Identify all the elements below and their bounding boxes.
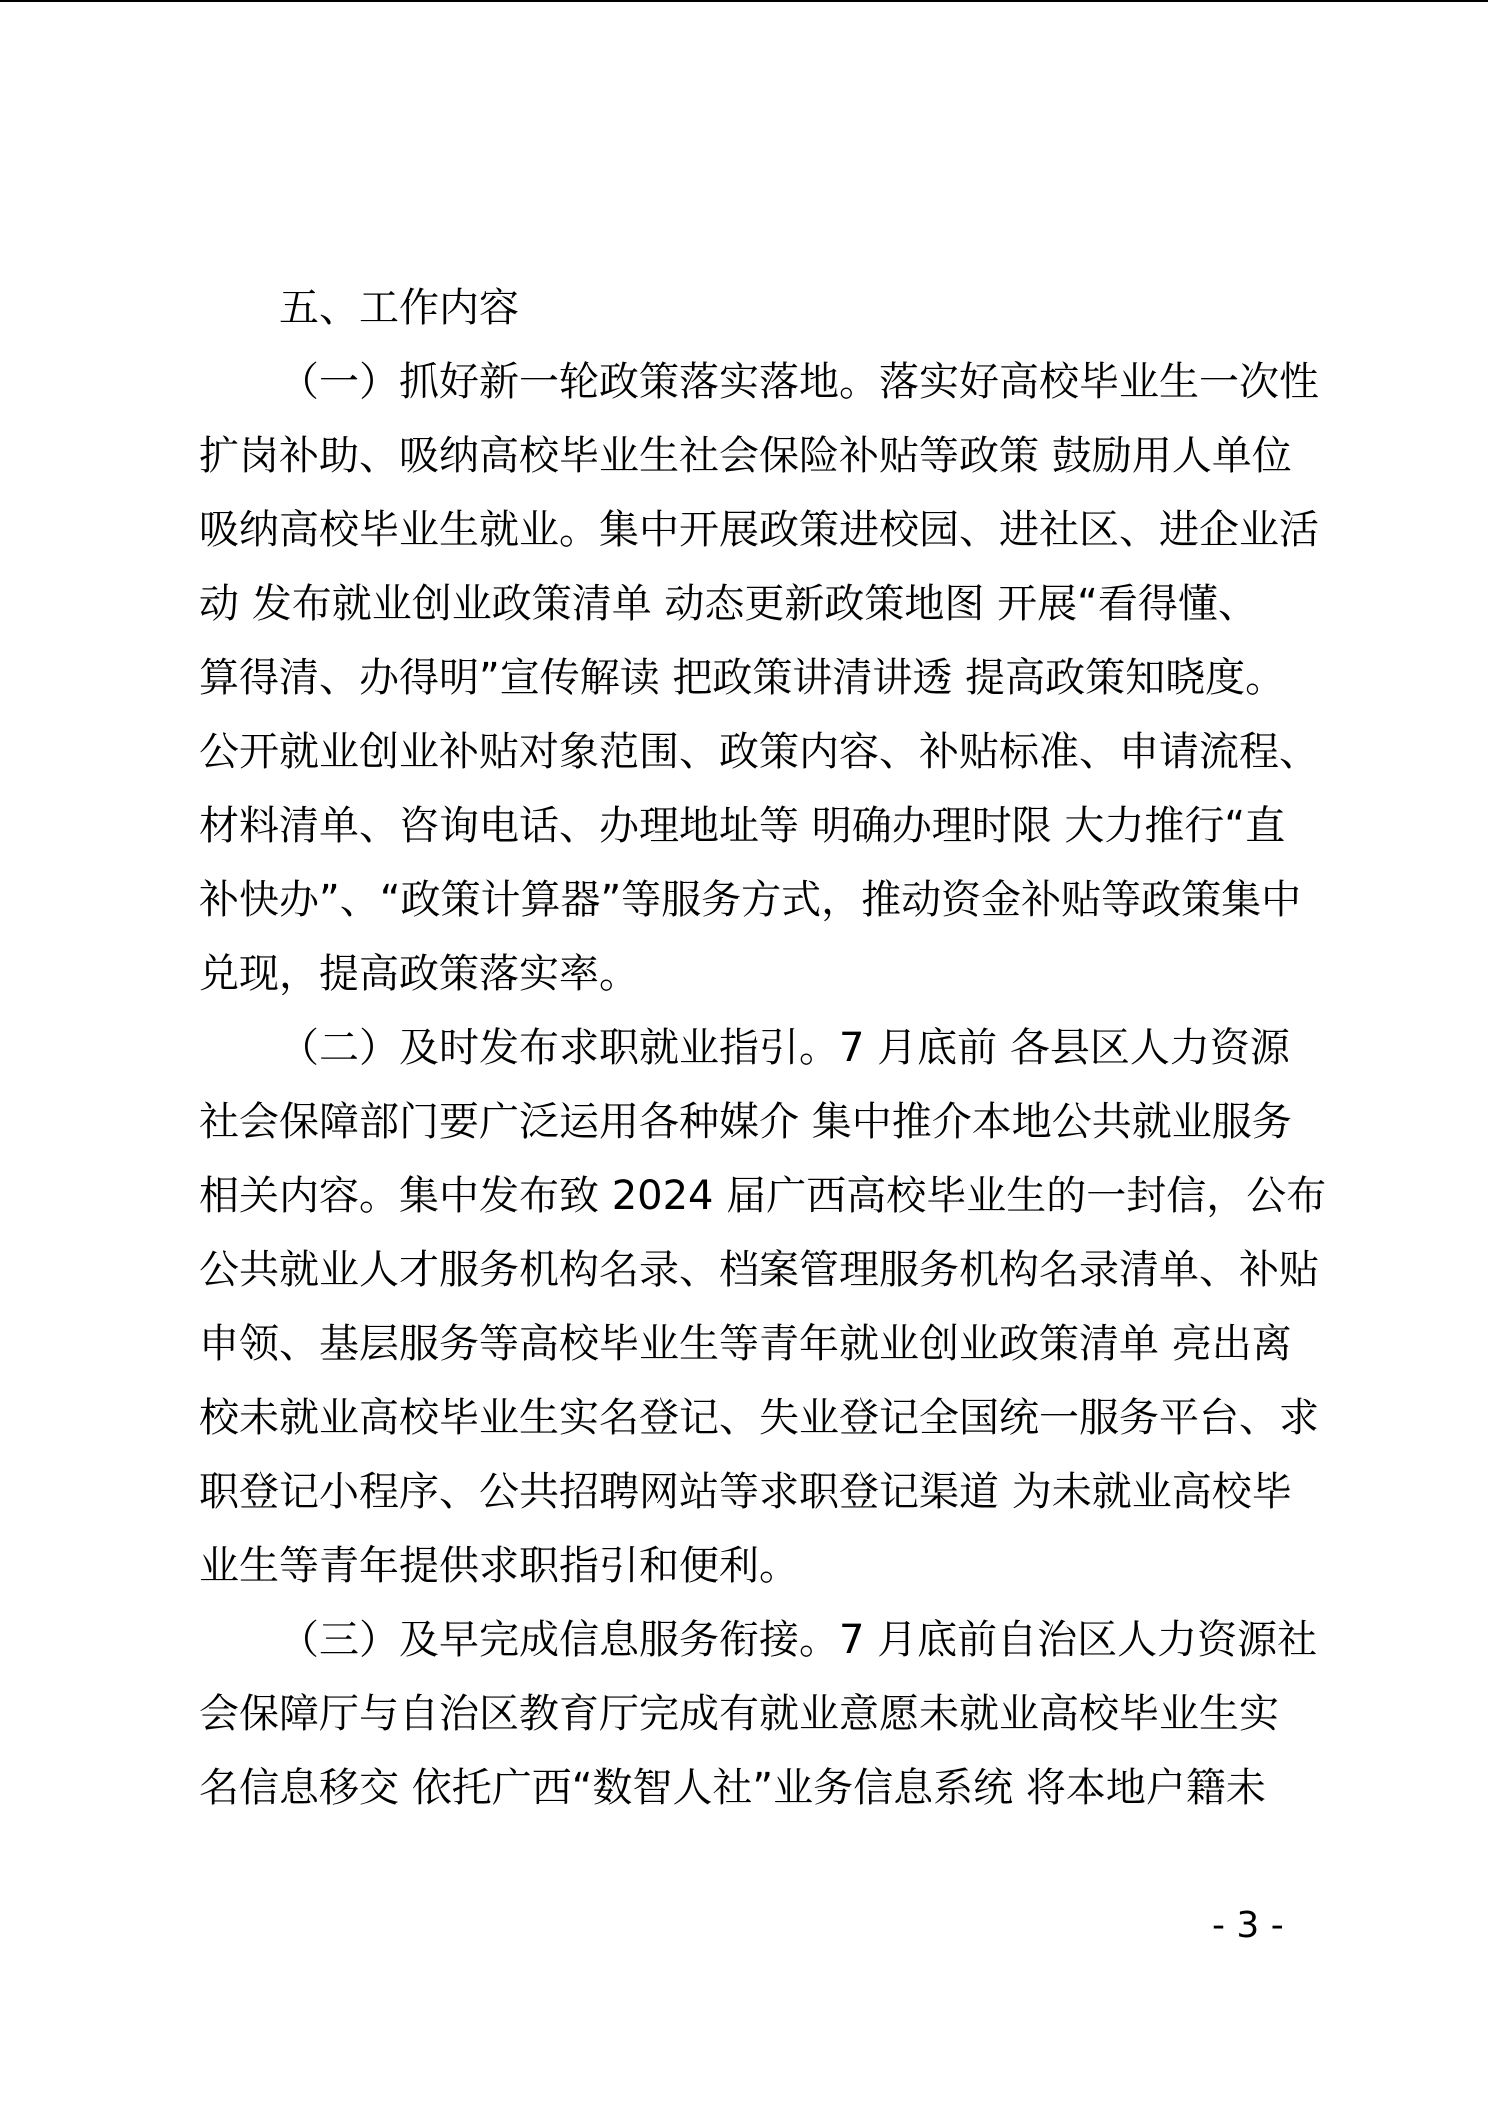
text-line: 兑现，提高政策落实率。 (199, 951, 639, 997)
text-line: 扩岗补助、吸纳高校毕业生社会保险补贴等政策 鼓励用人单位 (199, 433, 1292, 479)
text-line: 校未就业高校毕业生实名登记、失业登记全国统一服务平台、求 (199, 1395, 1319, 1441)
text-line: 社会保障部门要广泛运用各种媒介 集中推介本地公共就业服务 (199, 1099, 1292, 1145)
text-line: 公开就业创业补贴对象范围、政策内容、补贴标准、申请流程、 (199, 729, 1319, 775)
text-line: （一）抓好新一轮政策落实落地。落实好高校毕业生一次性 (279, 359, 1319, 405)
text-line: 算得清、办得明”宣传解读 把政策讲清讲透 提高政策知晓度。 (199, 655, 1286, 701)
text-line: 名信息移交 依托广西“数智人社”业务信息系统 将本地户籍未 (199, 1765, 1266, 1811)
text-line: 职登记小程序、公共招聘网站等求职登记渠道 为未就业高校毕 (199, 1469, 1292, 1515)
text-line: 相关内容。集中发布致 2024 届广西高校毕业生的一封信，公布 (199, 1173, 1327, 1219)
text-line: 申领、基层服务等高校毕业生等青年就业创业政策清单 亮出离 (199, 1321, 1292, 1367)
text-line: 业生等青年提供求职指引和便利。 (199, 1543, 799, 1589)
page-number: - 3 - (1212, 1905, 1284, 1946)
top-border-line (0, 0, 1488, 2)
text-line: 材料清单、咨询电话、办理地址等 明确办理时限 大力推行“直 (199, 803, 1286, 849)
paragraph-3 (199, 1603, 1318, 1825)
text-line: （三）及早完成信息服务衔接。7 月底前自治区人力资源社 (279, 1617, 1318, 1663)
text-line: （二）及时发布求职就业指引。7 月底前 各县区人力资源 (279, 1025, 1290, 1071)
text-line: 公共就业人才服务机构名录、档案管理服务机构名录清单、补贴 (199, 1247, 1319, 1293)
text-line: 补快办”、“政策计算器”等服务方式，推动资金补贴等政策集中 (199, 877, 1302, 923)
text-line: 动 发布就业创业政策清单 动态更新政策地图 开展“看得懂、 (199, 581, 1258, 627)
document-body (199, 271, 1327, 1825)
text-line: 吸纳高校毕业生就业。集中开展政策进校园、进社区、进企业活 (199, 507, 1319, 553)
text-line: 会保障厅与自治区教育厅完成有就业意愿未就业高校毕业生实 (199, 1691, 1279, 1737)
paragraph-2 (199, 1011, 1327, 1603)
paragraph-1 (199, 345, 1319, 1011)
section-heading: 五、工作内容 (279, 285, 519, 331)
